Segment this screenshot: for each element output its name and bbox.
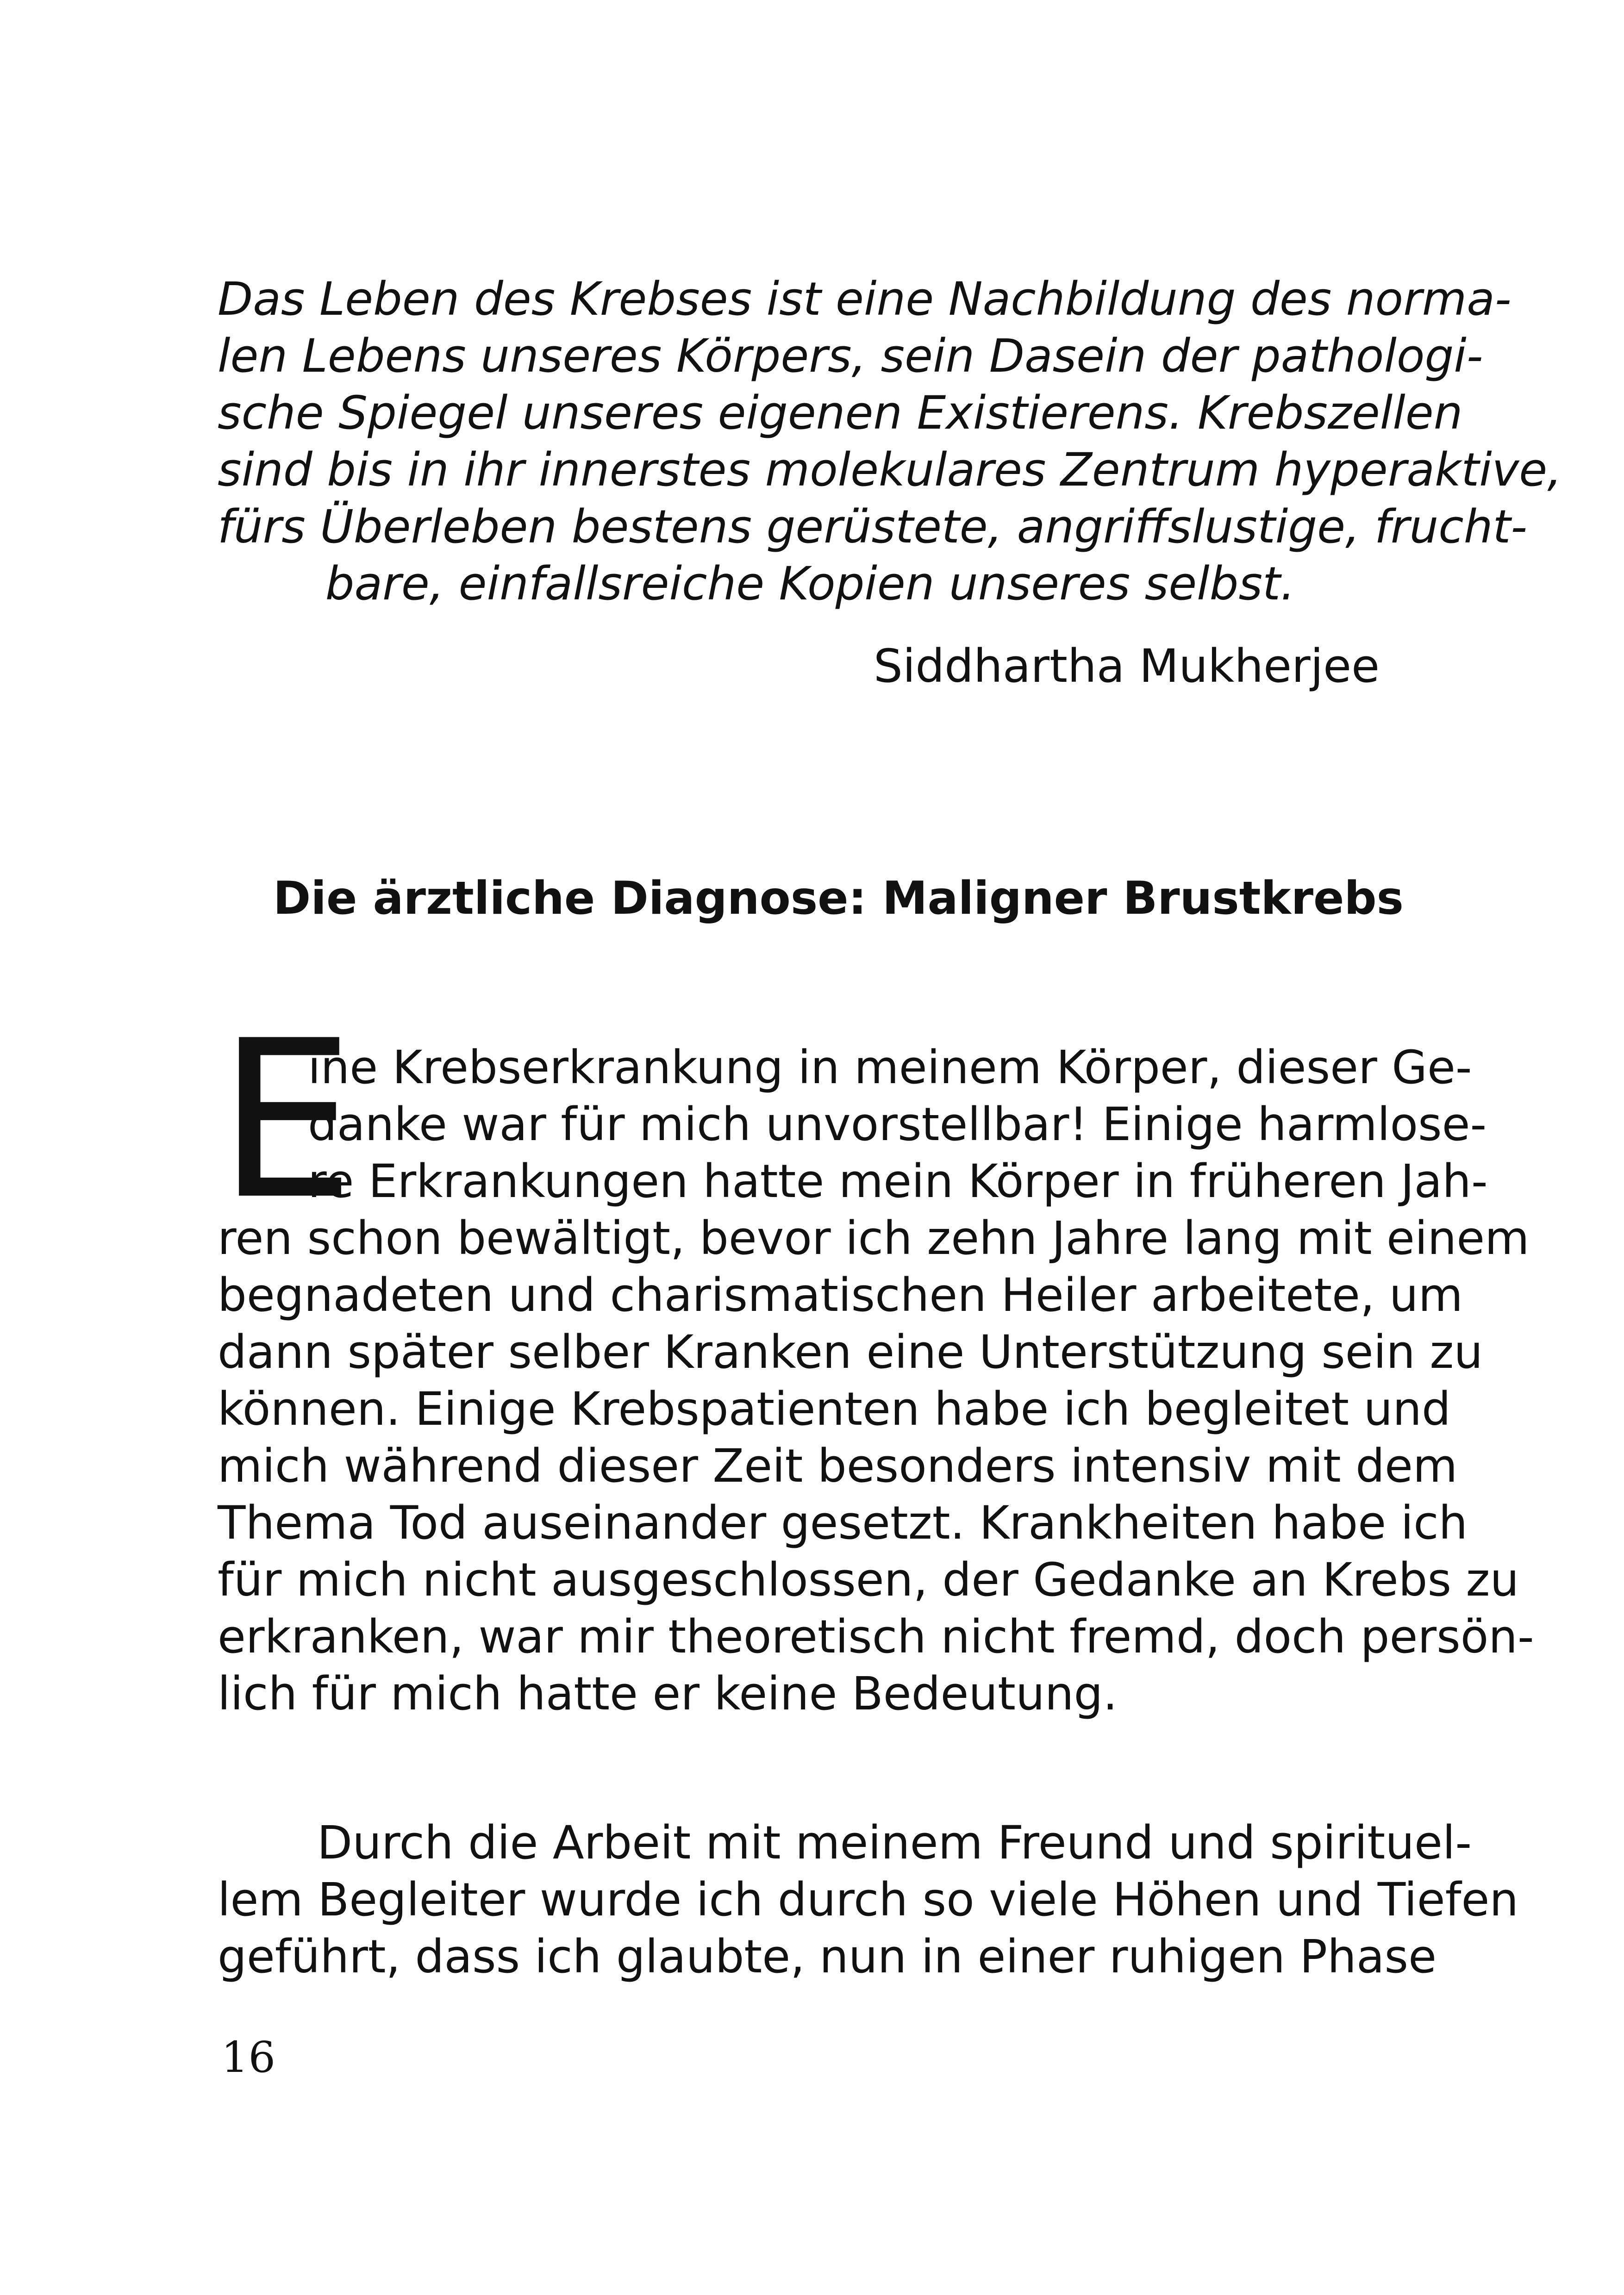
paragraph-line: ine Krebserkrankung in meinem Körper, dieser Ge- [308,1041,1472,1094]
paragraph-line: dann später selber Kranken eine Unterstützung sein zu [218,1326,1483,1379]
body-paragraph-2 [218,1815,1519,1985]
paragraph-line: können. Einige Krebspatienten habe ich begleitet und [218,1383,1451,1436]
paragraph-line: lem Begleiter wurde ich durch so viele Höhen und Tiefen [218,1873,1519,1927]
epigraph-line: bare, einfallsreiche Kopien unseres selbst. [325,557,1295,611]
paragraph-line: ren schon bewältigt, bevor ich zehn Jahre lang mit einem [218,1212,1530,1265]
paragraph-line: danke war für mich unvorstellbar! Einige harmlose- [308,1098,1487,1151]
chapter-title: Die ärztliche Diagnose: Maligner Brustkrebs [273,872,1404,925]
paragraph-line: Thema Tod auseinander gesetzt. Krankheiten habe ich [218,1497,1468,1550]
paragraph-line: lich für mich hatte er keine Bedeutung. [218,1667,1118,1721]
paragraph-line: für mich nicht ausgeschlossen, der Gedanke an Krebs zu [218,1553,1519,1607]
paragraph-line: re Erkrankungen hatte mein Körper in früheren Jah- [308,1155,1488,1208]
paragraph-line: Durch die Arbeit mit meinem Freund und spirituel- [317,1816,1472,1870]
body-paragraph-1 [218,1039,1534,1722]
epigraph-line: Das Leben des Krebses ist eine Nachbildung des norma- [218,273,1512,326]
page-number: 16 [221,2033,276,2082]
epigraph-line: len Lebens unseres Körpers, sein Dasein der pathologi- [218,330,1483,383]
paragraph-line: begnadeten und charismatischen Heiler arbeitete, um [218,1269,1463,1322]
paragraph-line: mich während dieser Zeit besonders intensiv mit dem [218,1440,1458,1493]
epigraph-line: sind bis in ihr innerstes molekulares Zentrum hyperaktive, [218,443,1562,497]
epigraph-line: sche Spiegel unseres eigenen Existierens. Krebszellen [218,387,1463,440]
epigraph-line: fürs Überleben bestens gerüstete, angriffslustige, frucht- [218,500,1527,554]
paragraph-line: erkranken, war mir theoretisch nicht fremd, doch persön- [218,1610,1534,1664]
drop-cap-letter: E [218,994,355,1247]
epigraph-quote [218,271,1562,612]
epigraph-author: Siddhartha Mukherjee [873,640,1380,693]
paragraph-line: geführt, dass ich glaubte, nun in einer ruhigen Phase [218,1930,1437,1983]
